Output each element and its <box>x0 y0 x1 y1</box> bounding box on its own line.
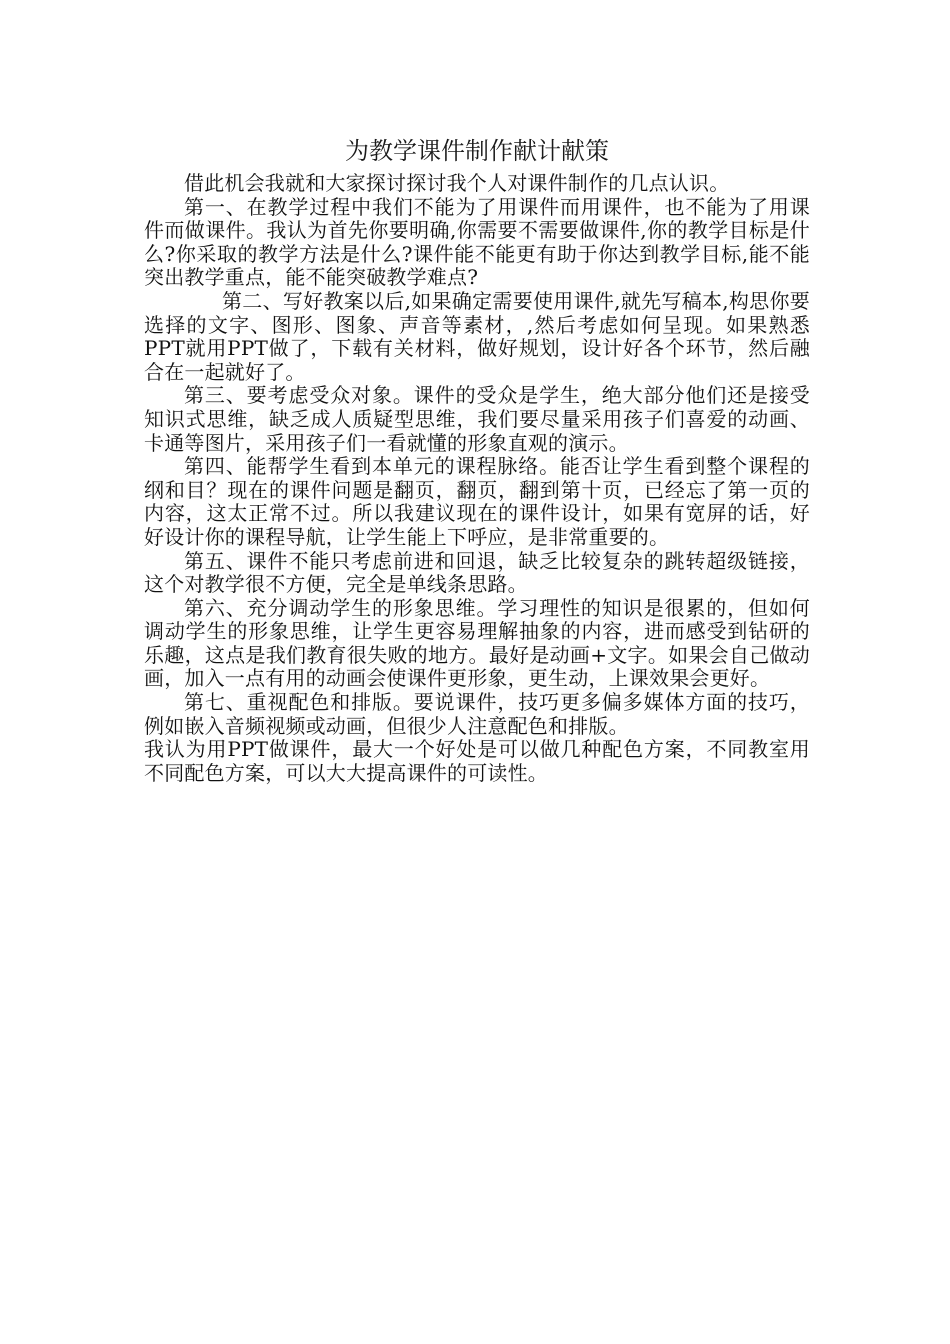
paragraph-point-6: 第六、充分调动学生的形象思维。学习理性的知识是很累的，但如何调动学生的形象思维，让学生更容易理解抽象的内容，进而感受到钻研的乐趣，这点是我们教育很失败的地方。最好是动画+文字。如果会自己做动画，加入一点有用的动画会使课件更形象，更生动，上课效果会更好。 <box>144 595 810 691</box>
paragraph-point-5: 第五、课件不能只考虑前进和回退，缺乏比较复杂的跳转超级链接，这个对教学很不方便，完全是单线条思路。 <box>144 548 810 597</box>
document-title: 为教学课件制作献计献策 <box>345 137 609 165</box>
paragraph-intro: 借此机会我就和大家探讨探讨我个人对课件制作的几点认识。 <box>184 171 730 195</box>
paragraph-point-7: 第七、重视配色和排版。要说课件，技巧更多偏多媒体方面的技巧，例如嵌入音频视频或动画，但很少人注意配色和排版。 <box>144 690 810 738</box>
document-body <box>144 134 810 785</box>
paragraph-point-2: 第二、写好教案以后,如果确定需要使用课件,就先写稿本,构思你要选择的文字、图形、图象、声音等素材，,然后考虑如何呈现。如果熟悉PPT就用PPT做了，下载有关材料，做好规划，设计好各个环节，然后融合在一起就好了。 <box>144 288 810 384</box>
paragraph-point-3: 第三、要考虑受众对象。课件的受众是学生，绝大部分他们还是接受知识式思维，缺乏成人质疑型思维，我们要尽量采用孩子们喜爱的动画、卡通等图片，采用孩子们一看就懂的形象直观的演示。 <box>144 383 810 455</box>
paragraph-point-4: 第四、能帮学生看到本单元的课程脉络。能否让学生看到整个课程的纲和目？现在的课件问题是翻页，翻页，翻到第十页，已经忘了第一页的内容，这太正常不过。所以我建议现在的课件设计，如果有宽屏的话，好好设计你的课程导航，让学生能上下呼应，是非常重要的。 <box>144 454 810 549</box>
paragraph-closing: 我认为用PPT做课件，最大一个好处是可以做几种配色方案，不同教室用不同配色方案，可以大大提高课件的可读性。 <box>144 737 810 785</box>
paragraph-point-1: 第一、在教学过程中我们不能为了用课件而用课件，也不能为了用课件而做课件。我认为首先你要明确,你需要不需要做课件,你的教学目标是什么?你采取的教学方法是什么?课件能不能更有助于你达到教学目标,能不能突出教学重点，能不能突破教学难点? <box>144 194 810 290</box>
